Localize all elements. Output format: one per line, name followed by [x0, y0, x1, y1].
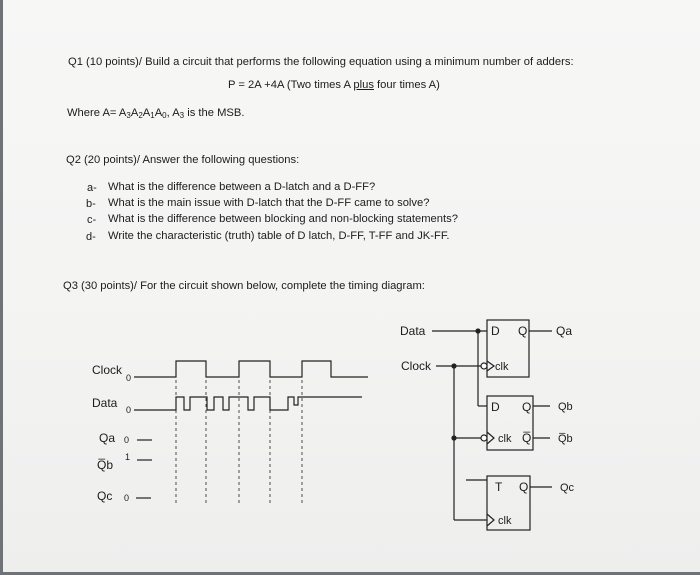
q1-where-end: is the MSB. [184, 107, 245, 119]
ff3-output-label: Qc [560, 482, 575, 494]
q1-where-a: A [130, 107, 139, 119]
q2-item-letter: a- [87, 182, 97, 194]
q2-item-letter: b- [86, 198, 96, 210]
ff3-q-label: Q [519, 480, 529, 494]
ff1-d-label: D [491, 324, 500, 338]
ff2-output-bar-label: Q̅b [558, 433, 573, 445]
q2-item-letter: d- [86, 231, 96, 243]
q1-question-line: Q1 (10 points)/ Build a circuit that performs the following equation using a minimum number of adders: [68, 56, 574, 68]
q2-item-text: What is the difference between blocking and non-blocking statements? [108, 213, 458, 225]
ff1-clock-triangle [487, 361, 494, 371]
q1-where-sub: 0 [162, 111, 167, 120]
q1-where-sub: 1 [150, 111, 155, 120]
q1-equation-start: P = 2A +4A (Two times A [228, 79, 354, 91]
ff1-q-label: Q [518, 324, 528, 338]
timing-clock-label: Clock [92, 363, 123, 377]
ff2-d-label: D [491, 400, 500, 414]
ff3-t-label: T [495, 480, 503, 494]
timing-clock-zero: 0 [126, 373, 132, 383]
ff2-clock-bubble [481, 435, 487, 441]
circuit-wiring [432, 320, 552, 530]
circuit-data-label: Data [400, 324, 426, 338]
q1-where-a: A [142, 107, 151, 119]
clock-waveform [134, 361, 368, 377]
timing-data-zero: 0 [126, 405, 132, 415]
q2-item-text: What is the difference between a D-latch and a D-FF? [108, 181, 376, 193]
q1-where-sub: 2 [138, 111, 143, 120]
timing-qa-label: Qa [99, 431, 116, 445]
q1-where-sub: 3 [126, 111, 131, 120]
q2-item-text: What is the main issue with D-latch that the D-FF came to solve? [108, 197, 430, 209]
data-junction [476, 329, 480, 333]
timing-qbbar-label: Q̅b [97, 458, 114, 472]
q1-where-a: A [154, 107, 163, 119]
timing-labels [92, 363, 131, 503]
q1-equation-plus: plus [353, 79, 374, 91]
timing-data-label: Data [92, 396, 118, 410]
ff2-output-label: Qb [558, 401, 573, 413]
ff2-qbar-label: Q̅ [522, 431, 532, 445]
ff1-clk-label: clk [495, 361, 509, 373]
q1-equation-end: four times A) [373, 79, 440, 91]
q1-where-prefix: Where A= A [67, 107, 127, 119]
q2-item-text: Write the characteristic (truth) table of D latch, D-FF, T-FF and JK-FF. [108, 230, 450, 242]
timing-qc-zero: 0 [124, 493, 130, 503]
ff2-clock-triangle [487, 432, 494, 444]
q1-where-sub: 3 [179, 111, 185, 120]
timing-qa-zero: 0 [124, 435, 130, 445]
timing-gridlines [176, 380, 302, 505]
q1-where-mid: , A [166, 107, 180, 119]
circuit-clock-label: Clock [401, 359, 432, 373]
ff1-clock-bubble [481, 363, 487, 369]
q2-item-letter: c- [87, 214, 97, 226]
ff3-clock-triangle [487, 514, 494, 526]
timing-diagram [134, 361, 368, 505]
timing-qbbar-one: 1 [125, 452, 131, 462]
ff2-clk-label: clk [498, 433, 512, 445]
q2-header: Q2 (20 points)/ Answer the following questions: [66, 154, 300, 166]
ff2-q-label: Q [522, 400, 532, 414]
ff1-output-label: Qa [556, 324, 573, 338]
timing-qc-label: Qc [97, 489, 113, 503]
ff3-clk-label: clk [498, 515, 512, 527]
q3-header: Q3 (30 points)/ For the circuit shown below, complete the timing diagram: [63, 280, 425, 292]
data-waveform [134, 397, 362, 410]
